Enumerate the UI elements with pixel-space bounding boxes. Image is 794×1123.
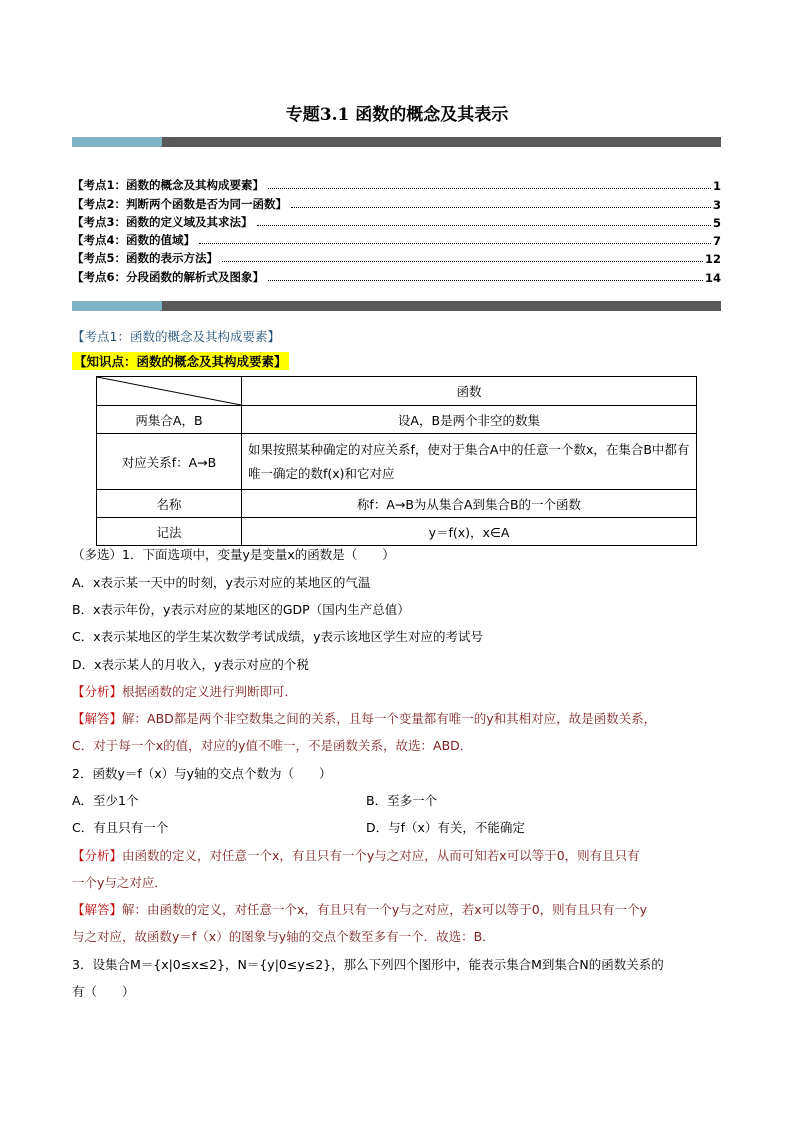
row-value: 设A，B是两个非空的数集 [242, 406, 697, 434]
question-1-option-a: A．x表示某一天中的时刻，y表示对应的某地区的气温 [72, 575, 371, 590]
definition-table [96, 376, 697, 546]
row-label: 两集合A，B [97, 406, 242, 434]
toc-entry[interactable]: 【考点1：函数的概念及其构成要素】 1 [72, 178, 721, 194]
section-divider [72, 301, 721, 311]
question-2-stem: 2．函数y＝f（x）与y轴的交点个数为（ ） [72, 766, 332, 781]
question-2-option-d: D．与f（x）有关，不能确定 [366, 820, 525, 835]
question-1-answer: 【解答】解：ABD都是两个非空数集之间的关系，且每一个变量都有唯一的y和其相对应，故是函数关系， [72, 711, 657, 726]
question-1-stem: （多选）1．下面选项中，变量y是变量x的函数是（ ） [72, 547, 395, 562]
toc-entry[interactable]: 【考点2：判断两个函数是否为同一函数】 3 [72, 196, 721, 212]
row-label: 对应关系f：A→B [97, 434, 242, 490]
question-2-answer-cont: 与之对应，故函数y＝f（x）的图象与y轴的交点个数至多有一个．故选：B． [72, 929, 495, 944]
question-3-stem-cont: 有（ ） [72, 984, 135, 999]
question-2-option-a: A．至少1个 [72, 793, 139, 808]
table-header: 函数 [242, 377, 697, 406]
section-heading: 【考点1：函数的概念及其构成要素】 [72, 329, 280, 344]
question-1-analysis: 【分析】根据函数的定义进行判断即可． [72, 684, 298, 699]
row-value: 称f：A→B为从集合A到集合B的一个函数 [242, 490, 697, 518]
row-label: 名称 [97, 490, 242, 518]
question-2-answer: 【解答】解：由函数的定义，对任意一个x，有且只有一个y与之对应，若x可以等于0，则有且只有一个y [72, 902, 648, 917]
question-2-analysis-cont: 一个y与之对应． [72, 875, 167, 890]
question-3-stem: 3．设集合M＝{x|0≤x≤2}，N＝{y|0≤y≤2}，那么下列四个图形中，能表示集合M到集合N的函数关系的 [72, 957, 664, 972]
question-1-answer-cont: C．对于每一个x的值，对应的y值不唯一，不是函数关系，故选：ABD． [72, 738, 473, 753]
toc-entry[interactable]: 【考点6：分段函数的解析式及图象】 14 [72, 269, 721, 285]
question-2-analysis: 【分析】由函数的定义，对任意一个x，有且只有一个y与之对应，从而可知若x可以等于0，则有且只有 [72, 848, 640, 863]
diagonal-header-cell [97, 377, 242, 406]
toc-entry[interactable]: 【考点5：函数的表示方法】 12 [72, 251, 721, 267]
question-2-option-b: B．至多一个 [366, 793, 438, 808]
question-1-option-c: C．x表示某地区的学生某次数学考试成绩，y表示该地区学生对应的考试号 [72, 629, 484, 644]
row-label: 记法 [97, 518, 242, 546]
toc-entry[interactable]: 【考点3：函数的定义域及其求法】 5 [72, 214, 721, 230]
row-value: y＝f(x)，x∈A [242, 518, 697, 546]
toc-entry[interactable]: 【考点4：函数的值域】 7 [72, 233, 721, 249]
question-1-option-d: D．x表示某人的月收入，y表示对应的个税 [72, 657, 309, 672]
page-title: 专题3.1 函数的概念及其表示 [285, 105, 509, 125]
title-divider [72, 137, 721, 147]
table-of-contents [72, 175, 721, 285]
knowledge-label: 【知识点：函数的概念及其构成要素】 [74, 354, 287, 369]
question-1-option-b: B．x表示年份，y表示对应的某地区的GDP（国内生产总值） [72, 602, 410, 617]
row-value: 如果按照某种确定的对应关系f，使对于集合A中的任意一个数x，在集合B中都有唯一确定的数f(x)和它对应 [242, 434, 697, 490]
question-2-option-c: C．有且只有一个 [72, 820, 169, 835]
